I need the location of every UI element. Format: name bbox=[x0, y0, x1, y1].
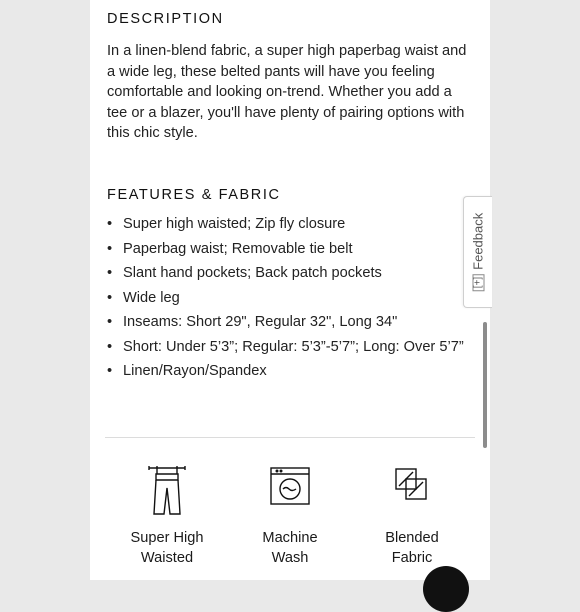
care-label-line1: Blended bbox=[385, 530, 439, 546]
care-item-blended-fabric bbox=[352, 464, 472, 568]
bullet-icon: • bbox=[107, 216, 113, 232]
description-text: In a linen-blend fabric, a super high paperbag waist and a wide leg, these belted pants will have you feeling comfortable and looking on-trend. Whether you add a tee or a blazer, you'll have plenty of pairing options with this chic style. bbox=[107, 43, 467, 141]
care-label-line1: Super High bbox=[130, 530, 204, 546]
list-item: • Inseams: Short 29", Regular 32", Long 34" bbox=[107, 312, 477, 333]
product-details-panel bbox=[90, 0, 490, 580]
section-divider bbox=[105, 437, 475, 438]
care-item-super-high-waisted bbox=[107, 464, 227, 568]
list-item: • Linen/Rayon/Spandex bbox=[107, 361, 477, 382]
feedback-plus-icon: [+] bbox=[472, 274, 484, 291]
features-heading: FEATURES & FABRIC bbox=[107, 187, 281, 203]
high-waist-pants-icon bbox=[107, 464, 227, 516]
bullet-icon: • bbox=[107, 363, 113, 379]
description-heading: DESCRIPTION bbox=[107, 11, 224, 27]
blended-fabric-icon bbox=[352, 464, 472, 516]
chat-bubble-button[interactable] bbox=[423, 566, 469, 612]
care-item-machine-wash bbox=[230, 464, 350, 568]
care-label-line2: Waisted bbox=[140, 550, 194, 566]
machine-wash-icon bbox=[230, 464, 350, 516]
list-item: • Slant hand pockets; Back patch pockets bbox=[107, 263, 477, 284]
list-item: • Wide leg bbox=[107, 288, 477, 309]
bullet-icon: • bbox=[107, 240, 113, 257]
feedback-button[interactable] bbox=[463, 196, 492, 308]
care-label-line2: Wash bbox=[271, 550, 309, 566]
feedback-label: Feedback bbox=[470, 212, 486, 270]
features-list bbox=[107, 214, 477, 386]
list-item: • Short: Under 5’3”; Regular: 5’3”-5’7”; Long: Over 5’7” bbox=[107, 337, 477, 358]
care-label-line1: Machine bbox=[262, 530, 318, 546]
bullet-icon: • bbox=[107, 338, 113, 355]
bullet-icon: • bbox=[107, 289, 113, 306]
care-label-line2: Fabric bbox=[391, 550, 433, 566]
list-item: • Paperbag waist; Removable tie belt bbox=[107, 239, 477, 260]
bullet-icon: • bbox=[107, 265, 113, 281]
scrollbar-thumb[interactable] bbox=[483, 322, 487, 448]
bullet-icon: • bbox=[107, 314, 113, 330]
list-item: • Super high waisted; Zip fly closure bbox=[107, 214, 477, 235]
